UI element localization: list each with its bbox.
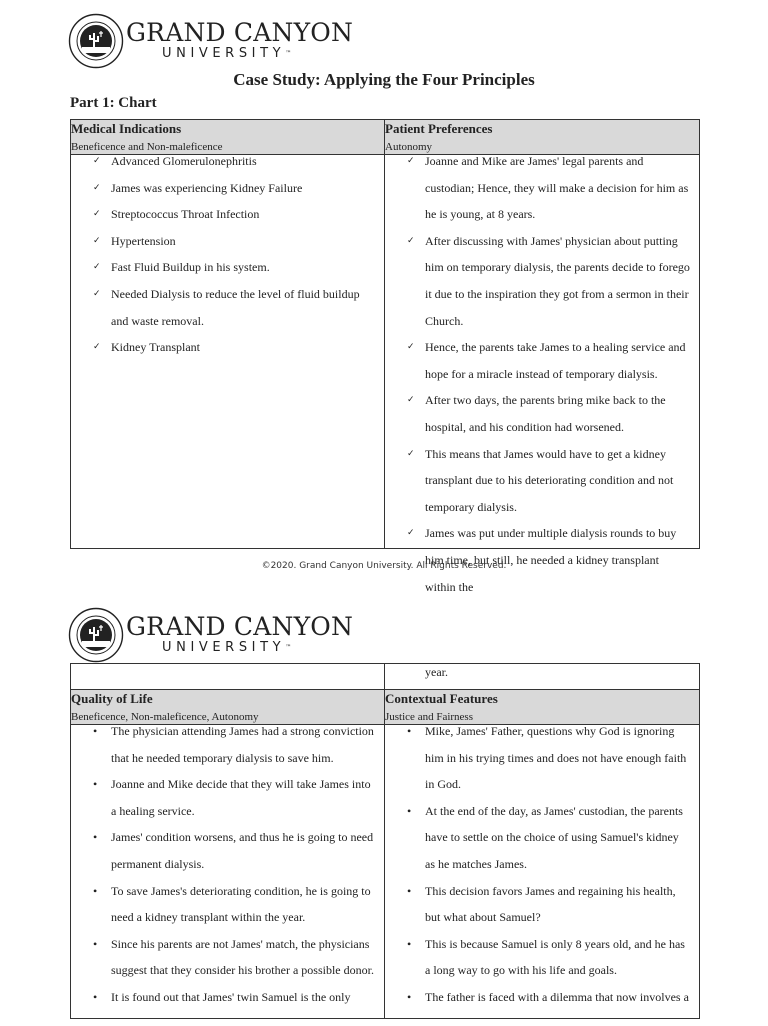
list-item: • This is because Samuel is only 8 years old, and he has a long way to go with his life and goals.: [385, 931, 691, 984]
logo-subtitle: UNIVERSITY: [162, 640, 286, 655]
list-item: ✓ This means that James would have to get a kidney transplant due to his deteriorating condition and not temporary dialysis.: [385, 441, 691, 521]
contextual-features-list: [385, 718, 699, 1011]
list-item: • The father is faced with a dilemma that now involves a: [385, 984, 691, 1011]
list-item: ✓ After discussing with James' physician about putting him on temporary dialysis, the parents decide to forego it due to the inspiration they got from a sermon in their Church.: [385, 228, 691, 334]
patient-preferences-list: [385, 148, 699, 600]
list-item: ✓ James was put under multiple dialysis rounds to buy him time, but still, he needed a kidney transplant within the: [385, 520, 691, 600]
list-item: • Since his parents are not James' match, the physicians suggest that they consider his brother a possible donor.: [71, 931, 376, 984]
list-item: • Mike, James' Father, questions why God is ignoring him in his trying times and does not have enough faith in God.: [385, 718, 691, 798]
list-item: ✓ Streptococcus Throat Infection: [71, 201, 376, 228]
list-item: ✓ After two days, the parents bring mike back to the hospital, and his condition had worsened.: [385, 387, 691, 440]
list-item: • At the end of the day, as James' custodian, the parents have to settle on the choice of using Samuel's kidney as he matches James.: [385, 798, 691, 878]
list-item: ✓ Hypertension: [71, 228, 376, 255]
list-item: ✓ James was experiencing Kidney Failure: [71, 175, 376, 202]
medical-indications-cell: [71, 155, 385, 549]
trademark-mark: ™: [285, 50, 292, 57]
list-item: • This decision favors James and regaining his health, but what about Samuel?: [385, 878, 691, 931]
list-item: • To save James's deteriorating condition, he is going to need a kidney transplant within the year.: [71, 878, 376, 931]
list-item: • The physician attending James had a strong conviction that he needed temporary dialysis to save him.: [71, 718, 376, 771]
list-item: ✓ Advanced Glomerulonephritis: [71, 148, 376, 175]
medical-indications-header: Medical Indications Beneficence and Non-maleficence: [71, 120, 385, 155]
quality-of-life-header: Quality of Life Beneficence, Non-maleficence, Autonomy: [71, 690, 385, 725]
patient-preferences-cell: [385, 154, 700, 594]
contextual-features-header: Contextual Features Justice and Fairness: [385, 690, 700, 725]
logo-name: GRAND CANYON: [126, 18, 354, 47]
list-item: ✓ Joanne and Mike are James' legal parents and custodian; Hence, they will make a decision for him as he is young, at 8 years.: [385, 148, 691, 228]
logo-name: GRAND CANYON: [126, 612, 354, 641]
list-item: ✓ Kidney Transplant: [71, 334, 376, 361]
trademark-mark: ™: [285, 644, 292, 651]
part-heading: Part 1: Chart: [70, 95, 157, 111]
list-item: • Joanne and Mike decide that they will take James into a healing service.: [71, 771, 376, 824]
copyright-footer: ©2020. Grand Canyon University. All Rights Reserved.: [261, 561, 507, 571]
quality-of-life-list: [71, 718, 384, 1011]
continued-cell-right: [385, 664, 700, 690]
list-item: • James' condition worsens, and thus he is going to need permanent dialysis.: [71, 824, 376, 877]
quality-of-life-cell: [71, 725, 385, 1019]
contextual-features-cell: [385, 725, 700, 1019]
university-seal-icon: [68, 607, 124, 663]
list-item: ✓ Fast Fluid Buildup in his system.: [71, 254, 376, 281]
continued-cell-left: [71, 664, 385, 690]
university-seal-icon: [68, 13, 124, 69]
list-item: • It is found out that James' twin Samuel is the only: [71, 984, 376, 1011]
chart-table-page2: [70, 663, 700, 1019]
document-title: Case Study: Applying the Four Principles: [233, 70, 535, 89]
list-item: ✓ Needed Dialysis to reduce the level of fluid buildup and waste removal.: [71, 281, 376, 334]
logo-subtitle: UNIVERSITY: [162, 46, 286, 61]
continued-text: year.: [425, 665, 448, 679]
list-item: ✓ Hence, the parents take James to a healing service and hope for a miracle instead of temporary dialysis.: [385, 334, 691, 387]
patient-preferences-header: Patient Preferences Autonomy: [385, 120, 700, 155]
medical-indications-list: [71, 148, 384, 361]
